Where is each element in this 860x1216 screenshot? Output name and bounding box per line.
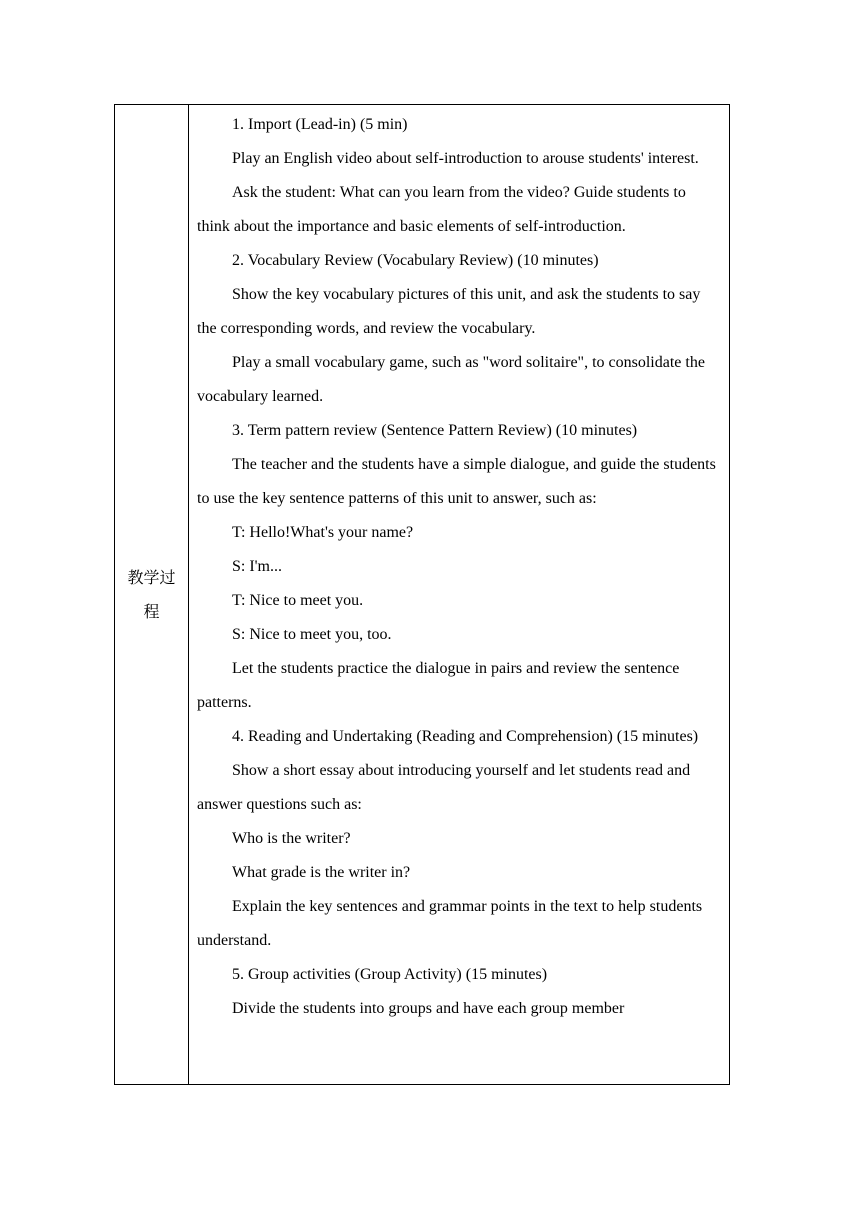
row-label: 教学过程 <box>127 567 176 621</box>
row-label-wrapper <box>115 105 188 1084</box>
paragraph: 4. Reading and Undertaking (Reading and Comprehension) (15 minutes) <box>232 728 699 745</box>
paragraph: The teacher and the students have a simple dialogue, and guide the students to use the key sentence patterns of this unit to answer, such as: <box>197 456 716 507</box>
content-cell <box>189 105 730 1085</box>
paragraph: Show the key vocabulary pictures of this unit, and ask the students to say the corresponding words, and review the vocabulary. <box>197 286 701 337</box>
paragraph: What grade is the writer in? <box>232 864 411 881</box>
paragraph: 5. Group activities (Group Activity) (15 minutes) <box>232 966 548 983</box>
paragraph: Divide the students into groups and have each group member <box>232 1000 625 1017</box>
row-label-cell <box>115 105 189 1085</box>
paragraph: Play a small vocabulary game, such as "word solitaire", to consolidate the vocabulary learned. <box>197 354 705 405</box>
paragraph: 3. Term pattern review (Sentence Pattern Review) (10 minutes) <box>232 422 638 439</box>
paragraph: S: I'm... <box>232 558 282 575</box>
paragraph: T: Hello!What's your name? <box>232 524 414 541</box>
paragraph: T: Nice to meet you. <box>232 592 364 609</box>
paragraph: Who is the writer? <box>232 830 351 847</box>
paragraph: Let the students practice the dialogue in pairs and review the sentence patterns. <box>197 660 680 711</box>
paragraph: Ask the student: What can you learn from the video? Guide students to think about the importance and basic elements of self-introduction. <box>197 184 686 235</box>
paragraph: S: Nice to meet you, too. <box>232 626 392 643</box>
paragraph: 1. Import (Lead-in) (5 min) <box>232 116 408 133</box>
paragraph: 2. Vocabulary Review (Vocabulary Review) (10 minutes) <box>232 252 599 269</box>
lesson-plan-table <box>114 104 730 1085</box>
paragraph: Play an English video about self-introduction to arouse students' interest. <box>232 150 699 167</box>
table-row <box>115 105 730 1085</box>
paragraph: Show a short essay about introducing yourself and let students read and answer questions such as: <box>197 762 691 813</box>
content-body <box>189 105 729 1084</box>
paragraph: Explain the key sentences and grammar points in the text to help students understand. <box>197 898 703 949</box>
